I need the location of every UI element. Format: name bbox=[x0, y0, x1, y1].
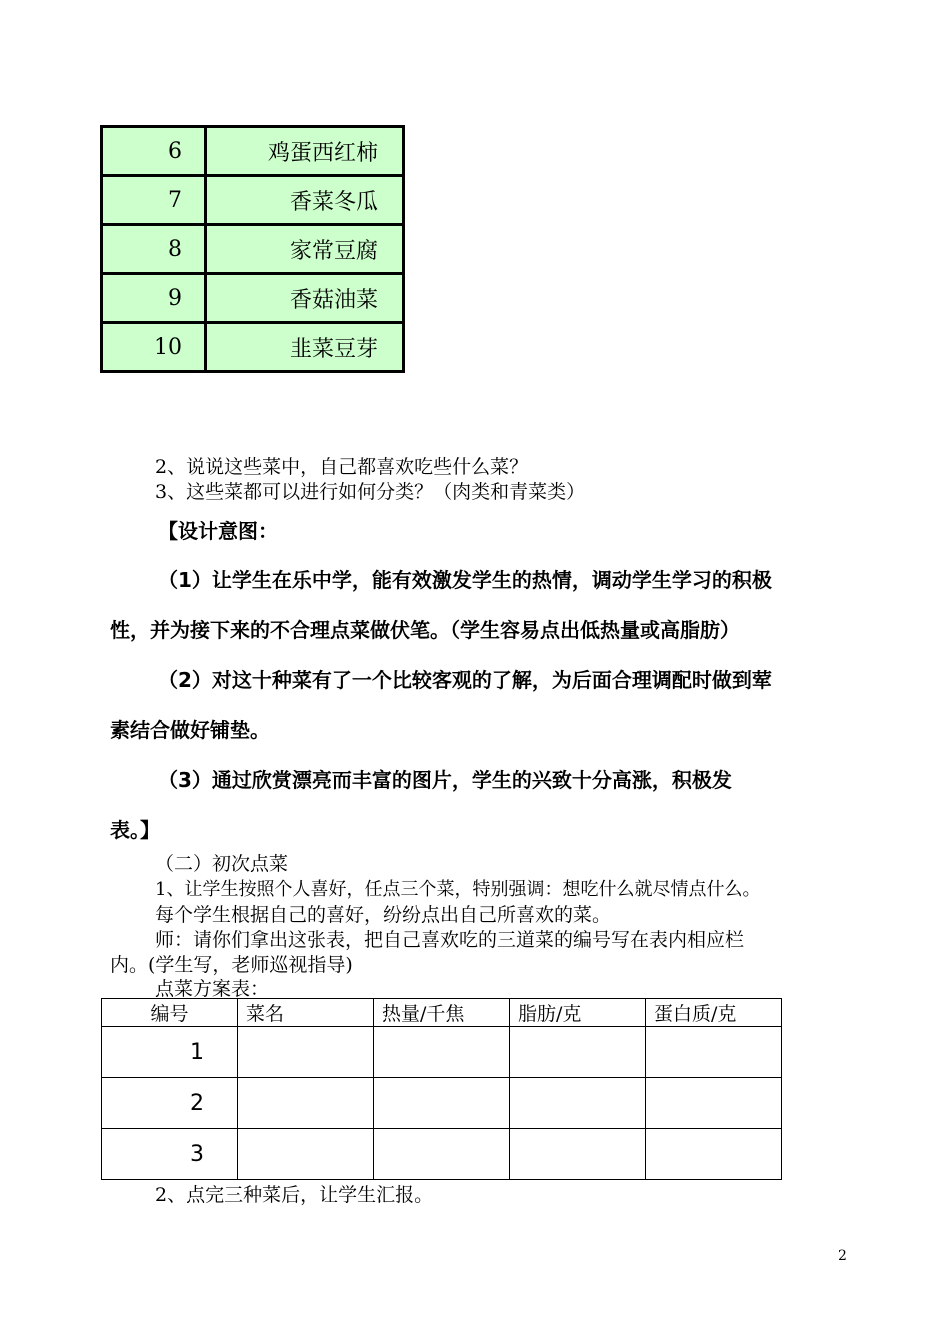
table-cell bbox=[510, 1078, 646, 1129]
dish-name: 家常豆腐 bbox=[206, 225, 404, 274]
table-row bbox=[102, 274, 404, 323]
table-row bbox=[102, 1078, 782, 1129]
dish-name: 香菇油菜 bbox=[206, 274, 404, 323]
table-row bbox=[102, 127, 404, 176]
question-3: 3、这些菜都可以进行如何分类？（肉类和青菜类） bbox=[155, 481, 586, 503]
table-cell bbox=[238, 1129, 374, 1180]
dish-name: 鸡蛋西红柿 bbox=[206, 127, 404, 176]
dish-name: 香菜冬瓜 bbox=[206, 176, 404, 225]
dish-number: 9 bbox=[102, 274, 206, 323]
table-row bbox=[102, 176, 404, 225]
question-2: 2、说说这些菜中，自己都喜欢吃些什么菜？ bbox=[155, 456, 529, 478]
order-plan-table bbox=[101, 998, 782, 1180]
section-line-4: 内。(学生写，老师巡视指导) bbox=[110, 954, 353, 976]
design-intent-heading: 【设计意图： bbox=[158, 519, 278, 543]
table-cell bbox=[646, 1129, 782, 1180]
design-intent-p1-line1: （1）让学生在乐中学，能有效激发学生的热情，调动学生学习的积极 bbox=[158, 568, 772, 592]
table-cell bbox=[510, 1129, 646, 1180]
row-number: 3 bbox=[102, 1129, 238, 1180]
section-title: （二）初次点菜 bbox=[155, 853, 289, 875]
table-row bbox=[102, 323, 404, 372]
table-cell bbox=[374, 1027, 510, 1078]
table-cell bbox=[238, 1027, 374, 1078]
dish-number: 6 bbox=[102, 127, 206, 176]
design-intent-p2-line2: 素结合做好铺垫。 bbox=[110, 718, 270, 742]
header-number: 编号 bbox=[102, 999, 238, 1027]
table-cell bbox=[510, 1027, 646, 1078]
table-cell bbox=[374, 1129, 510, 1180]
dish-number: 8 bbox=[102, 225, 206, 274]
section-line-2: 每个学生根据自己的喜好，纷纷点出自己所喜欢的菜。 bbox=[155, 904, 612, 926]
dish-number: 10 bbox=[102, 323, 206, 372]
after-table-text: 2、点完三种菜后，让学生汇报。 bbox=[155, 1184, 434, 1206]
table-row bbox=[102, 225, 404, 274]
table-row bbox=[102, 1129, 782, 1180]
design-intent-p1-line2: 性，并为接下来的不合理点菜做伏笔。（学生容易点出低热量或高脂肪） bbox=[110, 618, 740, 642]
table-cell bbox=[646, 1027, 782, 1078]
row-number: 2 bbox=[102, 1078, 238, 1129]
design-intent-p2-line1: （2）对这十种菜有了一个比较客观的了解，为后面合理调配时做到荤 bbox=[158, 668, 772, 692]
section-line-1: 1、让学生按照个人喜好，任点三个菜，特别强调：想吃什么就尽情点什么。 bbox=[155, 879, 761, 900]
table-cell bbox=[374, 1078, 510, 1129]
table-caption: 点菜方案表： bbox=[155, 978, 270, 1000]
header-fat: 脂肪/克 bbox=[510, 999, 646, 1027]
dish-table bbox=[100, 125, 405, 373]
header-calories: 热量/千焦 bbox=[374, 999, 510, 1027]
dish-name: 韭菜豆芽 bbox=[206, 323, 404, 372]
design-intent-p3-line1: （3）通过欣赏漂亮而丰富的图片，学生的兴致十分高涨，积极发 bbox=[158, 768, 732, 792]
row-number: 1 bbox=[102, 1027, 238, 1078]
table-header-row bbox=[102, 999, 782, 1027]
table-cell bbox=[238, 1078, 374, 1129]
header-protein: 蛋白质/克 bbox=[646, 999, 782, 1027]
table-row bbox=[102, 1027, 782, 1078]
page-number: 2 bbox=[838, 1248, 847, 1264]
table-cell bbox=[646, 1078, 782, 1129]
design-intent-p3-line2: 表。】 bbox=[110, 818, 160, 842]
section-line-3: 师：请你们拿出这张表，把自己喜欢吃的三道菜的编号写在表内相应栏 bbox=[155, 929, 745, 951]
dish-number: 7 bbox=[102, 176, 206, 225]
header-dish-name: 菜名 bbox=[238, 999, 374, 1027]
